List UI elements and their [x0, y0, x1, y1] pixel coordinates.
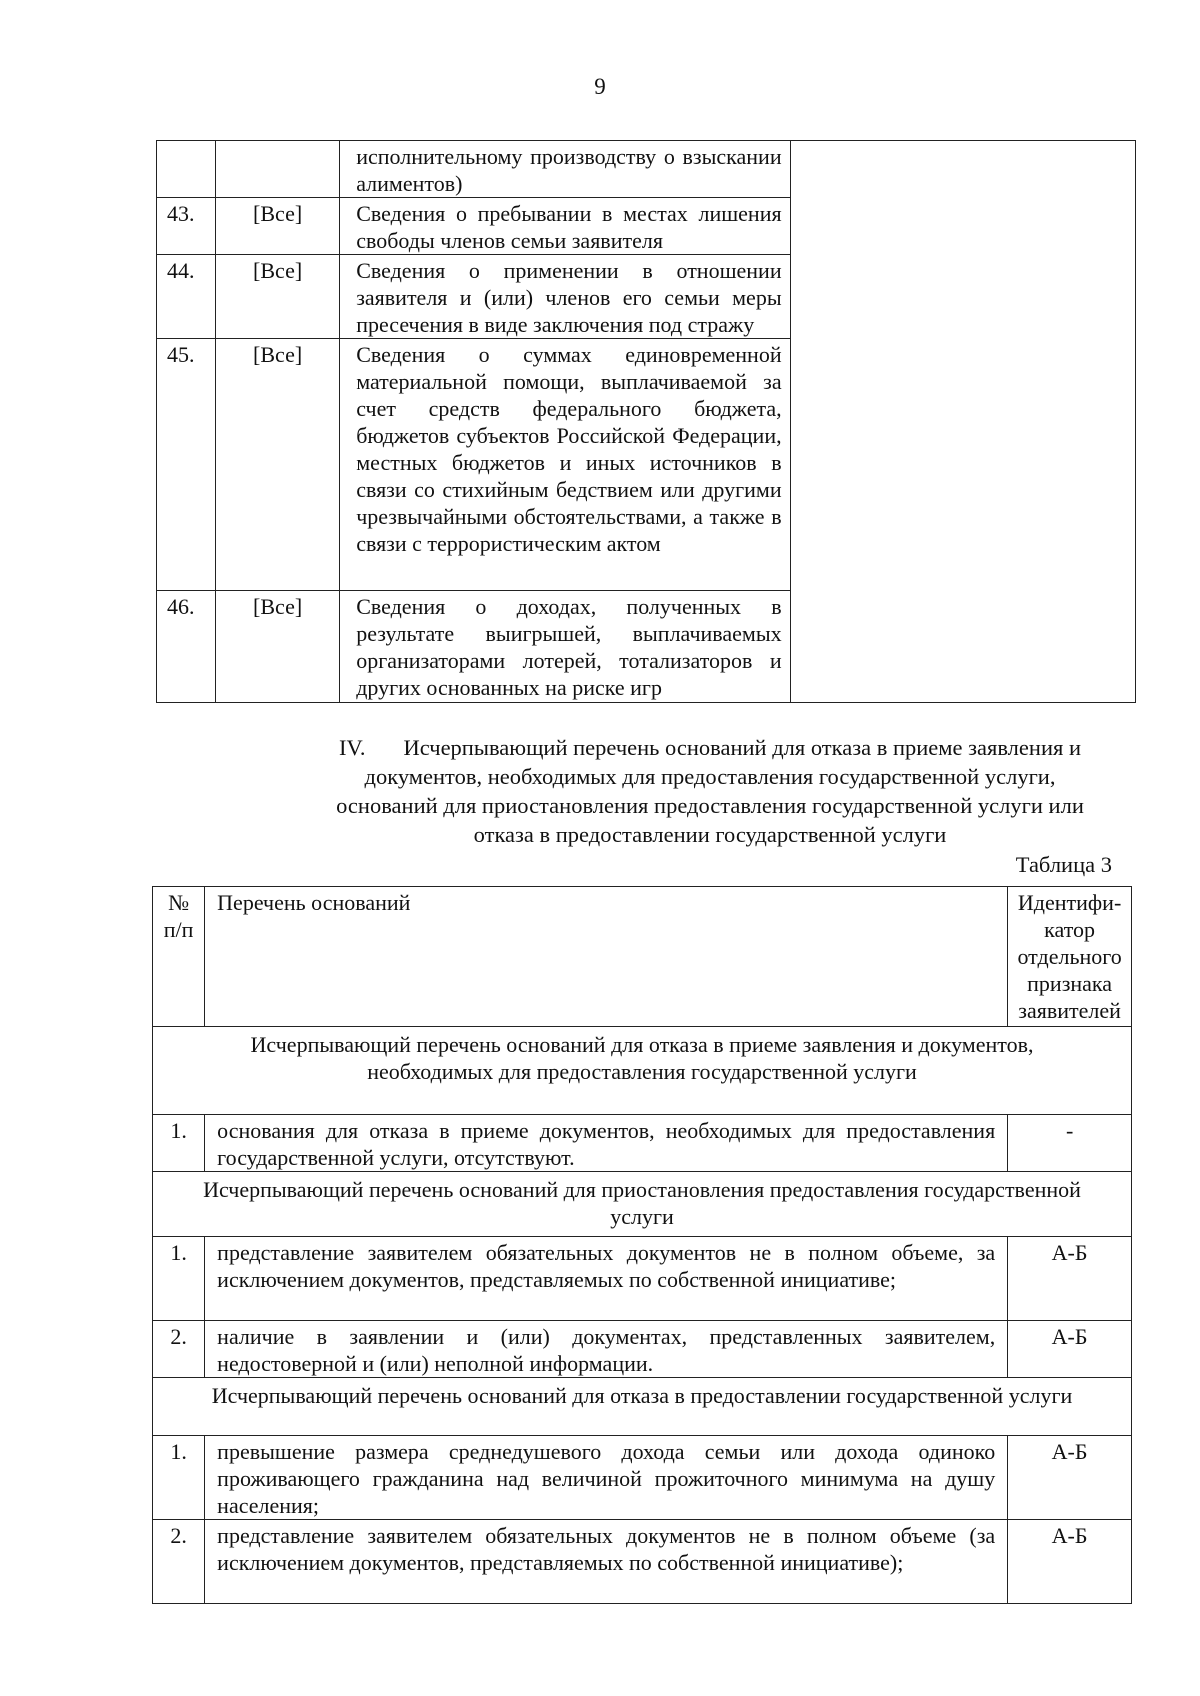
row-text: основания для отказа в приеме документов, необходимых для предоставления государственной услуги, отсутствуют.	[205, 1115, 1008, 1172]
row-number: 2.	[153, 1520, 205, 1604]
section-heading-line: отказа в предоставлении государственной услуги	[473, 822, 947, 847]
section-heading-line: документов, необходимых для предоставления государственной услуги,	[364, 764, 1056, 789]
table-caption: Таблица 3	[1015, 852, 1112, 877]
table-row	[153, 1115, 1132, 1172]
row-number: 46.	[157, 591, 216, 703]
group-title: Исчерпывающий перечень оснований для отказа в приеме заявления и документов, необходимых для предоставления государственной услуги	[153, 1027, 1132, 1115]
group-title-row	[153, 1027, 1132, 1115]
table-row	[153, 1436, 1132, 1520]
section-number: IV.	[339, 735, 366, 760]
row-identifier: -	[1008, 1115, 1132, 1172]
row-text: представление заявителем обязательных документов не в полном объеме (за исключением документов, представляемых по собственной инициативе);	[205, 1520, 1008, 1604]
table-row	[157, 141, 1136, 198]
row-text: наличие в заявлении и (или) документах, представленных заявителем, недостоверной и (или) неполной информации.	[205, 1321, 1008, 1378]
row-description: Сведения о доходах, полученных в результате выигрышей, выплачиваемых организаторами лотерей, тотализаторов и других основанных на риске игр	[340, 591, 790, 703]
services-data-table	[156, 140, 1136, 703]
row-description: исполнительному производству о взыскании алиментов)	[340, 141, 790, 198]
table-row	[153, 1321, 1132, 1378]
row-group: [Все]	[215, 255, 339, 339]
section-heading-line	[280, 733, 1140, 762]
group-title: Исчерпывающий перечень оснований для приостановления предоставления государственной услуги	[153, 1172, 1132, 1237]
row-group: [Все]	[215, 198, 339, 255]
row-number: 1.	[153, 1115, 205, 1172]
row-identifier: А-Б	[1008, 1237, 1132, 1321]
row-number: 45.	[157, 339, 216, 591]
row-group: [Все]	[215, 339, 339, 591]
row-text: представление заявителем обязательных документов не в полном объеме, за исключением документов, представляемых по собственной инициативе;	[205, 1237, 1008, 1321]
row-description: Сведения о применении в отношении заявителя и (или) членов его семьи меры пресечения в виде заключения под стражу	[340, 255, 790, 339]
row-description: Сведения о суммах единовременной материальной помощи, выплачиваемой за счет средств федерального бюджета, бюджетов субъектов Российской Федерации, местных бюджетов и иных источников в связи со стихийным бедствием или другими чрезвычайными обстоятельствами, а также в связи с террористическим актом	[340, 339, 790, 591]
refusal-grounds-table	[152, 886, 1132, 1604]
row-identifier: А-Б	[1008, 1520, 1132, 1604]
row-identifier: А-Б	[1008, 1436, 1132, 1520]
section-heading-line: оснований для приостановления предоставления государственной услуги или	[336, 793, 1084, 818]
row-description: Сведения о пребывании в местах лишения свободы членов семьи заявителя	[340, 198, 790, 255]
section-title-part: Исчерпывающий перечень оснований для отказа в приеме заявления и	[403, 735, 1081, 760]
row-text: превышение размера среднедушевого дохода семьи или дохода одиноко проживающего гражданина над величиной прожиточного минимума на душу населения;	[205, 1436, 1008, 1520]
page-number: 9	[594, 74, 606, 99]
row-number: 43.	[157, 198, 216, 255]
row-number: 44.	[157, 255, 216, 339]
row-number: 1.	[153, 1436, 205, 1520]
row-identifier: А-Б	[1008, 1321, 1132, 1378]
table-row	[153, 1237, 1132, 1321]
group-title-row	[153, 1172, 1132, 1237]
header-reasons: Перечень оснований	[205, 887, 1008, 1027]
header-identifier: Идентифи-катор отдельного признака заявителей	[1008, 887, 1132, 1027]
group-title-row	[153, 1378, 1132, 1436]
empty-column	[790, 141, 1135, 703]
row-number: 1.	[153, 1237, 205, 1321]
section-heading	[280, 733, 1140, 849]
table-header-row	[153, 887, 1132, 1027]
header-number: № п/п	[153, 887, 205, 1027]
row-number: 2.	[153, 1321, 205, 1378]
row-number	[157, 141, 216, 198]
row-group	[215, 141, 339, 198]
group-title: Исчерпывающий перечень оснований для отказа в предоставлении государственной услуги	[153, 1378, 1132, 1436]
row-group: [Все]	[215, 591, 339, 703]
table-row	[153, 1520, 1132, 1604]
